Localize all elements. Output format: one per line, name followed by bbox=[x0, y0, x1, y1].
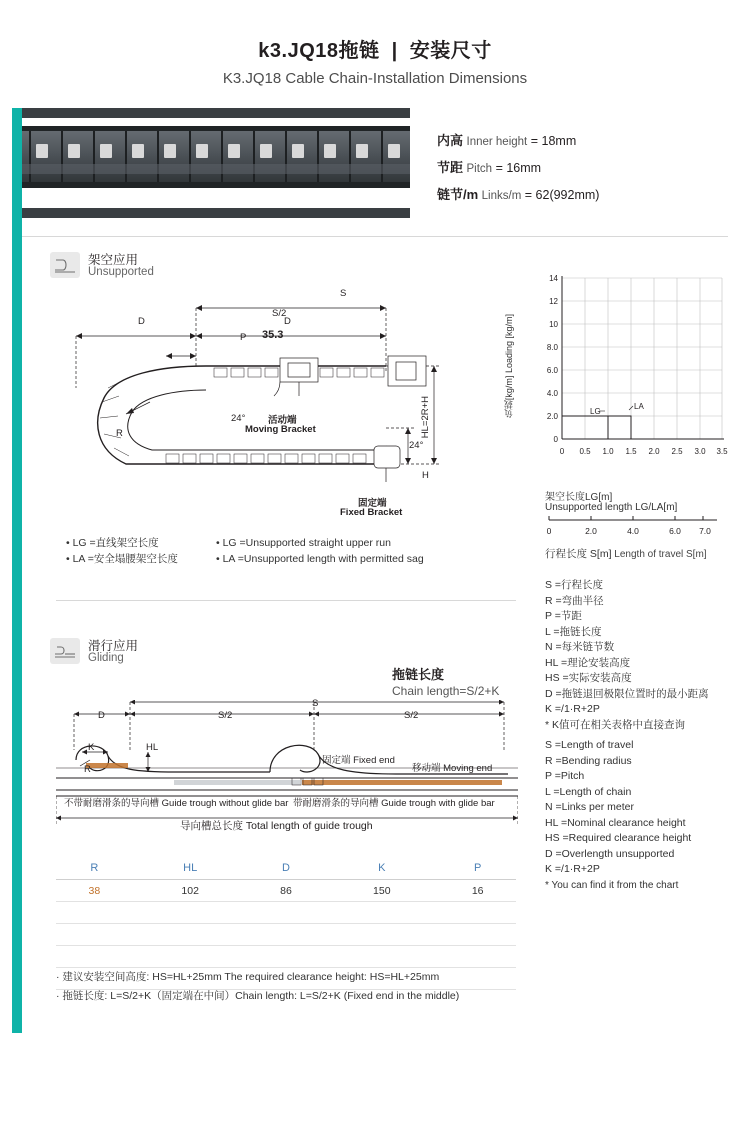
svg-text:LA: LA bbox=[634, 402, 644, 411]
spec-pitch: 节距 Pitch = 16mm bbox=[437, 160, 542, 175]
dim-S: S bbox=[340, 288, 347, 299]
legend-cn-8: K =/1·R+2P bbox=[545, 703, 600, 715]
svg-text:0: 0 bbox=[546, 526, 552, 536]
bullet-lg-cn: • LG =直线架空长度 bbox=[66, 537, 159, 549]
label-trough-without: 不带耐磨滑条的导向槽 Guide trough without glide bar bbox=[64, 798, 289, 809]
section-title-en: Unsupported bbox=[88, 266, 154, 278]
dim2-D: D bbox=[98, 710, 105, 721]
unsupported-diagram bbox=[56, 278, 476, 533]
cell-P: 16 bbox=[439, 880, 516, 902]
legend-en-5: HL =Nominal clearance height bbox=[545, 816, 686, 829]
legend-english bbox=[545, 738, 691, 893]
chart-ylabel: 负载[kg/m] Loading [kg/m] bbox=[504, 314, 514, 419]
legend-cn-7: D =拖链退回极限位置时的最小距离 bbox=[545, 687, 709, 700]
svg-text:1.5: 1.5 bbox=[625, 447, 637, 456]
footnote-2: · 拖链长度: L=S/2+K（固定端在中间）Chain length: L=S/2+K (Fixed end in the middle) bbox=[56, 990, 460, 1002]
svg-text:2.0: 2.0 bbox=[546, 412, 558, 421]
legend-cn-2: P =节距 bbox=[545, 610, 582, 622]
page-subtitle: K3.JQ18 Cable Chain-Installation Dimensions bbox=[222, 70, 528, 87]
bullet-lg-en: • LG =Unsupported straight upper run bbox=[216, 537, 391, 549]
svg-text:0.5: 0.5 bbox=[579, 447, 591, 456]
cell-K: 150 bbox=[324, 880, 439, 902]
unsupported-icon bbox=[50, 252, 80, 278]
th-HL: HL bbox=[133, 858, 248, 880]
svg-text:7.0: 7.0 bbox=[699, 526, 711, 536]
table-row bbox=[56, 880, 516, 902]
unsupported-bullets bbox=[66, 535, 526, 567]
dim2-S: S bbox=[312, 698, 319, 709]
angle-24-bottom: 24° bbox=[409, 440, 424, 451]
svg-text:0: 0 bbox=[553, 435, 558, 444]
travel-axis bbox=[545, 512, 725, 538]
product-photo bbox=[22, 108, 410, 218]
label-fixed-end: 固定端 Fixed end bbox=[322, 755, 395, 766]
legend-en-2: P =Pitch bbox=[545, 770, 585, 782]
divider-top bbox=[22, 236, 728, 237]
load-chart bbox=[506, 268, 736, 498]
label-fixed-cn: 固定端 bbox=[358, 498, 387, 509]
svg-text:3.5: 3.5 bbox=[716, 447, 728, 456]
footnotes bbox=[56, 968, 459, 1006]
svg-text:3.0: 3.0 bbox=[694, 447, 706, 456]
bullet-la-cn: • LA =安全塌腰架空长度 bbox=[66, 553, 178, 565]
legend-cn-1: R =弯曲半径 bbox=[545, 594, 604, 607]
label-moving-end: 移动端 Moving end bbox=[412, 763, 493, 774]
table-header-row bbox=[56, 858, 516, 880]
svg-text:12: 12 bbox=[549, 297, 558, 306]
label-trough-with: 带耐磨滑条的导向槽 Guide trough with glide bar bbox=[293, 798, 495, 809]
chain-length-label-cn: 拖链长度 bbox=[392, 667, 445, 682]
hero-specs bbox=[437, 128, 599, 209]
svg-text:14: 14 bbox=[549, 274, 558, 283]
dim2-R: R bbox=[84, 764, 91, 775]
accent-bar bbox=[12, 108, 22, 1033]
bullet-la-en: • LA =Unsupported length with permitted sag bbox=[216, 553, 424, 565]
table-row bbox=[56, 902, 516, 924]
th-K: K bbox=[324, 858, 439, 880]
svg-text:1.0: 1.0 bbox=[602, 447, 614, 456]
svg-text:4.0: 4.0 bbox=[627, 526, 639, 536]
divider-mid bbox=[56, 600, 516, 601]
legend-en-1: R =Bending radius bbox=[545, 754, 632, 767]
cell-R: 38 bbox=[56, 880, 133, 902]
legend-cn-0: S =行程长度 bbox=[545, 579, 604, 591]
dim-R: R bbox=[116, 428, 123, 439]
svg-text:2.0: 2.0 bbox=[585, 526, 597, 536]
svg-text:6.0: 6.0 bbox=[669, 526, 681, 536]
dim-D-left: D bbox=[138, 316, 145, 327]
spec-inner-height: 内高 Inner height = 18mm bbox=[437, 133, 577, 148]
chain-length-label-en: Chain length=S/2+K bbox=[392, 684, 500, 698]
footnote-1: · 建议安装空间高度: HS=HL+25mm The required clearance height: HS=HL+25mm bbox=[56, 971, 440, 983]
svg-text:2.0: 2.0 bbox=[648, 447, 660, 456]
dim-HL: HL=2R+H bbox=[420, 396, 431, 439]
section2-title-cn: 滑行应用 bbox=[88, 639, 139, 653]
chart-svg bbox=[506, 268, 736, 488]
svg-text:LG: LG bbox=[590, 407, 601, 416]
dim-P: P bbox=[240, 332, 247, 343]
dim-P-value: 35.3 bbox=[262, 329, 284, 341]
legend-en-9: * You can find it from the chart bbox=[545, 879, 679, 891]
dim2-HL: HL bbox=[146, 742, 159, 753]
legend-en-6: HS =Required clearance height bbox=[545, 832, 692, 844]
svg-text:4.0: 4.0 bbox=[546, 389, 558, 398]
legend-chinese bbox=[545, 578, 709, 733]
legend-cn-9: * K值可在相关表格中直接查询 bbox=[545, 718, 686, 731]
chain-arc-icon bbox=[53, 256, 77, 274]
angle-24-top: 24° bbox=[231, 413, 246, 424]
legend-en-8: K =/1·R+2P bbox=[545, 863, 600, 875]
th-R: R bbox=[56, 858, 133, 880]
legend-cn-6: HS =实际安装高度 bbox=[545, 672, 632, 684]
section2-title-en: Gliding bbox=[88, 652, 124, 664]
cable-chain-illustration bbox=[22, 118, 410, 208]
page-title: k3.JQ18拖链 | 安装尺寸 bbox=[258, 40, 492, 62]
dim2-S2a: S/2 bbox=[218, 710, 233, 721]
dim2-K: K bbox=[88, 742, 95, 753]
dim-S2: S/2 bbox=[272, 308, 287, 319]
legend-en-3: L =Length of chain bbox=[545, 785, 632, 798]
chart-xlabel-en: Unsupported length LG/LA[m] bbox=[545, 502, 678, 513]
svg-text:0: 0 bbox=[559, 447, 565, 456]
dim-H: H bbox=[422, 470, 429, 481]
label-total-trough: 导向槽总长度 Total length of guide trough bbox=[180, 820, 373, 832]
th-P: P bbox=[439, 858, 516, 880]
legend-en-7: D =Overlength unsupported bbox=[545, 847, 675, 860]
chart-xlabel-cn: 架空长度LG[m] bbox=[545, 492, 613, 503]
gliding-icon bbox=[50, 638, 80, 664]
legend-cn-4: N =每米链节数 bbox=[545, 641, 615, 653]
label-moving-en: Moving Bracket bbox=[245, 424, 316, 435]
svg-text:6.0: 6.0 bbox=[546, 366, 558, 375]
svg-text:8.0: 8.0 bbox=[546, 343, 558, 352]
section-title-cn: 架空应用 bbox=[88, 253, 139, 267]
legend-cn-5: HL =理论安装高度 bbox=[545, 656, 631, 669]
legend-cn-3: L =拖链长度 bbox=[545, 625, 602, 638]
legend-en-4: N =Links per meter bbox=[545, 801, 634, 813]
spec-links: 链节/m Links/m = 62(992mm) bbox=[437, 187, 600, 202]
label-moving-cn: 活动端 bbox=[268, 415, 297, 426]
table-row bbox=[56, 924, 516, 946]
chain-glide-icon bbox=[53, 642, 77, 660]
dim-D: D bbox=[284, 316, 291, 327]
th-D: D bbox=[248, 858, 325, 880]
cell-HL: 102 bbox=[133, 880, 248, 902]
svg-text:10: 10 bbox=[549, 320, 558, 329]
table-row bbox=[56, 946, 516, 968]
legend-en-0: S =Length of travel bbox=[545, 739, 634, 751]
svg-text:2.5: 2.5 bbox=[671, 447, 683, 456]
cell-D: 86 bbox=[248, 880, 325, 902]
label-fixed-en: Fixed Bracket bbox=[340, 507, 403, 518]
dim2-S2b: S/2 bbox=[404, 710, 419, 721]
section-gliding-header bbox=[50, 638, 350, 670]
page-header bbox=[0, 34, 750, 87]
travel-label: 行程长度 S[m] Length of travel S[m] bbox=[545, 548, 707, 560]
